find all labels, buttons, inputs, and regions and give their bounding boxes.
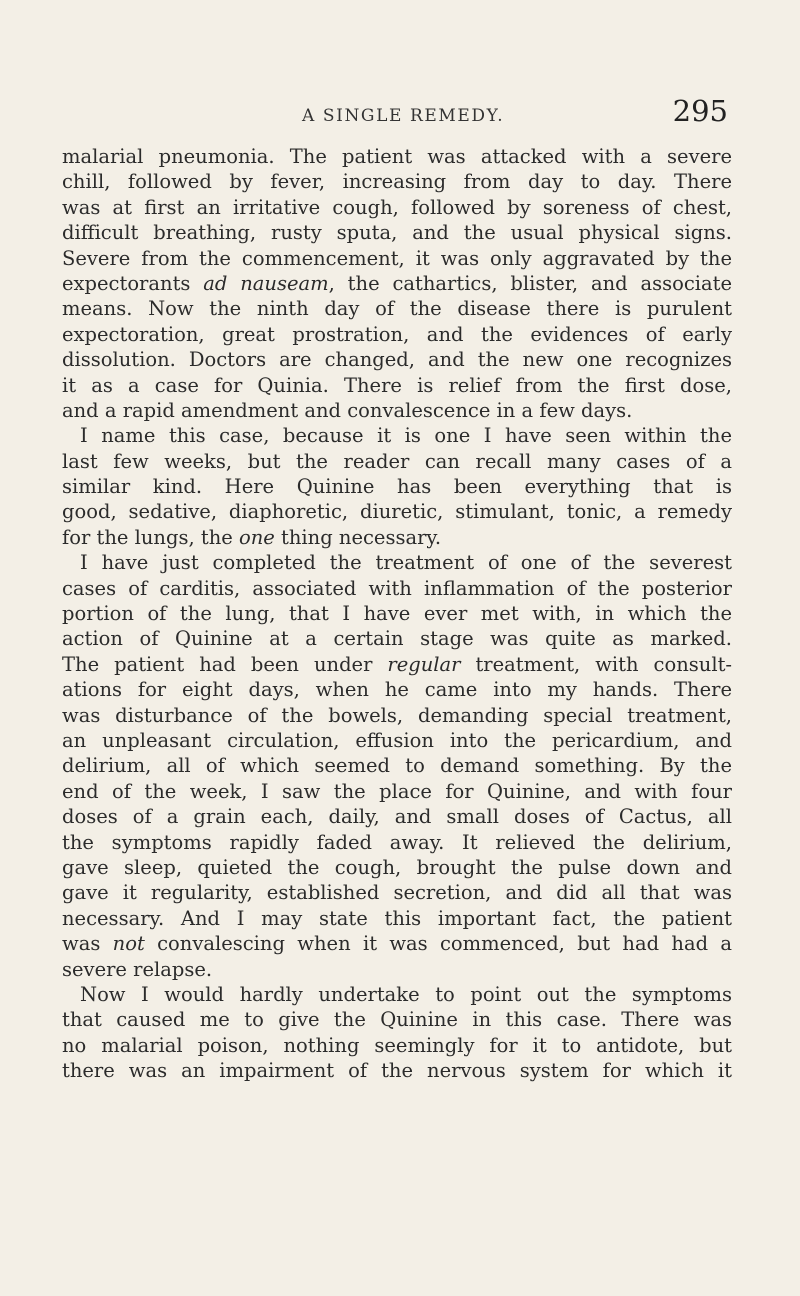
text-line: expectoration, great prostration, and the evidences of early bbox=[62, 322, 732, 346]
italic-phrase: ad nauseam bbox=[203, 271, 329, 295]
text-segment: for the lungs, the bbox=[62, 525, 239, 549]
text-line: malarial pneumonia. The patient was attacked with a severe bbox=[62, 145, 732, 168]
text-line: good, sedative, diaphoretic, diuretic, stimulant, tonic, a remedy bbox=[62, 500, 732, 524]
text-line: necessary. And I may state this important fact, the patient bbox=[62, 906, 732, 930]
text-line: I have just completed the treatment of one of the severest bbox=[80, 551, 732, 575]
text-line: similar kind. Here Quinine has been everything that is bbox=[62, 475, 732, 499]
text-line: last few weeks, but the reader can recall many cases of a bbox=[62, 449, 732, 473]
text-segment: thing necessary. bbox=[274, 525, 442, 549]
text-line: gave sleep, quieted the cough, brought the pulse down and bbox=[62, 855, 732, 879]
text-line: the symptoms rapidly faded away. It relieved the delirium, bbox=[62, 830, 732, 854]
text-line: gave it regularity, established secretion, and did all that was bbox=[62, 881, 732, 905]
text-line bbox=[62, 271, 732, 296]
text-line bbox=[62, 652, 732, 677]
text-line: Severe from the commencement, it was only aggravated by the bbox=[62, 246, 732, 270]
page-number: 295 bbox=[672, 94, 728, 128]
text-segment: treatment, with consult- bbox=[460, 652, 732, 676]
text-line: dissolution. Doctors are changed, and the new one recognizes bbox=[62, 348, 732, 372]
text-segment: expectorants bbox=[62, 271, 204, 295]
italic-phrase: one bbox=[239, 525, 275, 549]
text-segment: , the cathartics, blister, and associate bbox=[328, 271, 733, 295]
text-line: was at first an irritative cough, followed by soreness of chest, bbox=[62, 195, 732, 219]
text-line: cases of carditis, associated with inflammation of the posterior bbox=[62, 576, 732, 600]
italic-phrase: not bbox=[112, 932, 145, 956]
text-segment: was bbox=[62, 932, 113, 956]
text-line: an unpleasant circulation, effusion into the pericardium, and bbox=[62, 728, 732, 752]
text-line bbox=[62, 931, 732, 956]
italic-phrase: regular bbox=[387, 652, 461, 676]
text-segment: The patient had been under bbox=[62, 652, 388, 676]
text-line: that caused me to give the Quinine in this case. There was bbox=[62, 1008, 732, 1032]
text-line: portion of the lung, that I have ever met with, in which the bbox=[62, 602, 732, 626]
text-line: there was an impairment of the nervous system for which it bbox=[62, 1059, 732, 1083]
running-title: A SINGLE REMEDY. bbox=[302, 106, 505, 126]
text-line: Now I would hardly undertake to point out the symptoms bbox=[80, 982, 732, 1006]
text-line: and a rapid amendment and convalescence in a few days. bbox=[62, 398, 633, 422]
text-line: doses of a grain each, daily, and small doses of Cactus, all bbox=[62, 805, 732, 829]
text-line: end of the week, I saw the place for Quinine, and with four bbox=[62, 779, 732, 803]
text-line: ations for eight days, when he came into my hands. There bbox=[62, 678, 732, 702]
text-line: I name this case, because it is one I have seen within the bbox=[80, 424, 732, 448]
text-line: no malarial poison, nothing seemingly for it to antidote, but bbox=[62, 1033, 732, 1057]
text-line: severe relapse. bbox=[62, 957, 213, 981]
body-text bbox=[62, 144, 732, 1083]
text-line: action of Quinine at a certain stage was quite as marked. bbox=[62, 627, 732, 651]
text-line: means. Now the ninth day of the disease there is purulent bbox=[62, 297, 732, 321]
text-line: was disturbance of the bowels, demanding special treatment, bbox=[62, 703, 732, 727]
text-line: difficult breathing, rusty sputa, and the usual physical signs. bbox=[62, 221, 732, 245]
text-line: chill, followed by fever, increasing from day to day. There bbox=[62, 170, 732, 194]
text-segment: convalescing when it was commenced, but had had a bbox=[144, 932, 732, 956]
text-line bbox=[62, 525, 732, 550]
text-line: it as a case for Quinia. There is relief from the first dose, bbox=[62, 373, 732, 397]
running-head bbox=[60, 94, 728, 134]
text-line: delirium, all of which seemed to demand something. By the bbox=[62, 754, 732, 778]
